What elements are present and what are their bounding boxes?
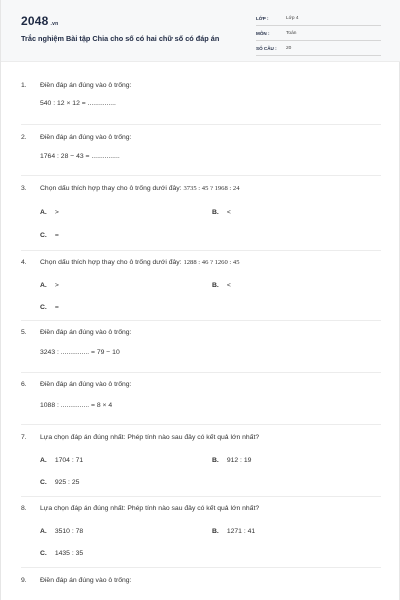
question-prompt: Lựa chọn đáp án đúng nhất: Phép tính nào sau đây có kết quả lớn nhất?: [40, 505, 260, 512]
option-a[interactable]: A. 3510 : 78: [40, 528, 84, 535]
option-c[interactable]: C. 925 : 25: [40, 479, 80, 486]
option-c[interactable]: C. =: [40, 304, 59, 311]
logo-text: 2048: [21, 14, 49, 28]
question-divider: [21, 567, 381, 568]
question-expression: 3243 : ............... = 79 − 10: [40, 349, 120, 356]
question-number: 1.: [21, 82, 27, 89]
meta-label: SỐ CÂU :: [256, 46, 277, 51]
option-c[interactable]: C. 1435 : 35: [40, 550, 84, 557]
meta-question-count: [256, 44, 381, 56]
question-number: 2.: [21, 134, 27, 141]
meta-value: Toán: [286, 31, 297, 36]
question-number: 9.: [21, 577, 27, 584]
question-number: 6.: [21, 381, 27, 388]
meta-subject: [256, 29, 381, 41]
meta-label: MÔN :: [256, 31, 270, 36]
question-divider: [21, 496, 381, 497]
question-divider: [21, 175, 381, 176]
worksheet-header: [1, 0, 400, 62]
option-b[interactable]: B. 912 : 19: [212, 457, 252, 464]
question-inline-expression: 3735 : 45 ? 1968 : 24: [183, 185, 240, 192]
option-b[interactable]: B. <: [212, 282, 231, 289]
option-a[interactable]: A. 1704 : 71: [40, 457, 84, 464]
question-expression: 540 : 12 × 12 = ...............: [40, 100, 116, 107]
question-prompt: Điền đáp án đúng vào ô trống:: [40, 82, 132, 89]
option-b[interactable]: B. <: [212, 209, 231, 216]
question-prompt: Điền đáp án đúng vào ô trống:: [40, 329, 132, 336]
worksheet-title: Trắc nghiệm Bài tập Chia cho số có hai chữ số có đáp án: [21, 34, 220, 43]
question-divider: [21, 372, 381, 373]
question-divider: [21, 124, 381, 125]
question-number: 8.: [21, 505, 27, 512]
question-number: 5.: [21, 329, 27, 336]
option-c[interactable]: C. =: [40, 232, 59, 239]
option-b[interactable]: B. 1271 : 41: [212, 528, 256, 535]
question-divider: [21, 250, 381, 251]
question-inline-expression: 1288 : 46 ? 1260 : 45: [183, 259, 240, 266]
site-logo[interactable]: [21, 14, 58, 28]
question-prompt: Điền đáp án đúng vào ô trống:: [40, 381, 132, 388]
meta-value: 20: [286, 46, 292, 51]
question-prompt: Điền đáp án đúng vào ô trống:: [40, 134, 132, 141]
option-a[interactable]: A. >: [40, 282, 59, 289]
question-number: 4.: [21, 259, 27, 266]
question-expression: 1088 : ............... = 8 × 4: [40, 402, 113, 409]
question-prompt: Chọn dấu thích hợp thay cho ô trống dưới đây: 1288 : 46 ? 1260 : 45: [40, 259, 240, 266]
option-a[interactable]: A. >: [40, 209, 59, 216]
question-prompt: Chọn dấu thích hợp thay cho ô trống dưới đây: 3735 : 45 ? 1968 : 24: [40, 185, 240, 192]
question-divider: [21, 424, 381, 425]
meta-class: [256, 14, 381, 26]
question-prompt: Lựa chọn đáp án đúng nhất: Phép tính nào sau đây có kết quả lớn nhất?: [40, 434, 260, 441]
meta-label: LỚP :: [256, 16, 269, 21]
question-number: 3.: [21, 185, 27, 192]
logo-suffix: .vn: [50, 21, 59, 27]
question-expression: 1764 : 28 − 43 = ...............: [40, 153, 120, 160]
question-divider: [21, 320, 381, 321]
question-number: 7.: [21, 434, 27, 441]
meta-value: Lớp 4: [286, 16, 299, 21]
question-prompt: Điền đáp án đúng vào ô trống:: [40, 577, 132, 584]
